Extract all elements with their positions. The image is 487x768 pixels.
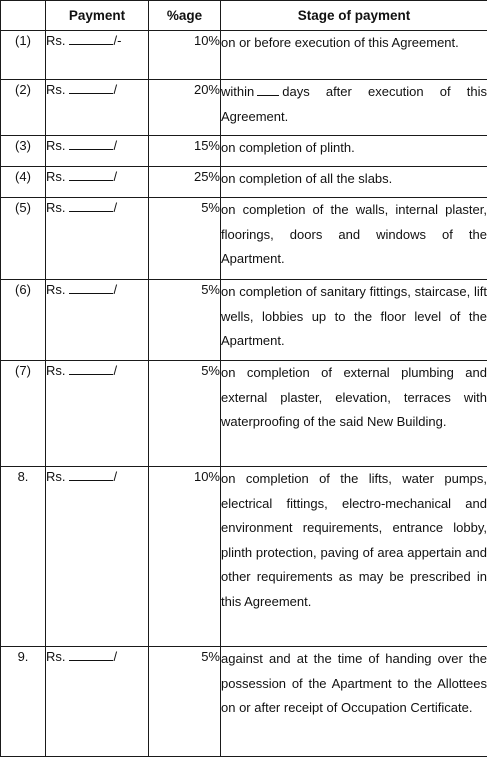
payment-percentage: 5% (149, 198, 221, 280)
amount-suffix: / (113, 138, 118, 153)
header-percentage: %age (149, 1, 221, 31)
payment-percentage: 25% (149, 167, 221, 198)
amount-suffix: /- (113, 33, 122, 48)
header-stage: Stage of payment (221, 1, 487, 31)
row-number: (5) (1, 198, 46, 280)
payment-stage: on completion of external plumbing and external plaster, elevation, terraces with waterproofing of the said New Building. (221, 361, 487, 467)
amount-blank (69, 281, 113, 294)
payment-stage (221, 80, 487, 136)
payment-amount (46, 136, 149, 167)
header-no (1, 1, 46, 31)
amount-suffix: / (113, 282, 118, 297)
row-number: (1) (1, 31, 46, 80)
payment-amount (46, 198, 149, 280)
payment-amount (46, 467, 149, 647)
amount-suffix: / (113, 82, 118, 97)
table-row (1, 31, 487, 80)
payment-stage: on completion of plinth. (221, 136, 487, 167)
table-row (1, 361, 487, 467)
table-row (1, 198, 487, 280)
amount-prefix: Rs. (46, 649, 66, 664)
row-number: 9. (1, 647, 46, 757)
amount-prefix: Rs. (46, 200, 66, 215)
table-row (1, 280, 487, 361)
amount-blank (69, 362, 113, 375)
payment-percentage: 10% (149, 467, 221, 647)
payment-stage: on completion of the walls, internal plaster, floorings, doors and windows of the Apartment. (221, 198, 487, 280)
row-number: (7) (1, 361, 46, 467)
payment-percentage: 15% (149, 136, 221, 167)
payment-amount (46, 167, 149, 198)
payment-amount (46, 361, 149, 467)
row-number: (3) (1, 136, 46, 167)
amount-blank (69, 648, 113, 661)
amount-blank (69, 81, 113, 94)
payment-percentage: 5% (149, 280, 221, 361)
header-payment: Payment (46, 1, 149, 31)
amount-suffix: / (113, 469, 118, 484)
payment-stage: on or before execution of this Agreement. (221, 31, 487, 80)
amount-blank (69, 32, 113, 45)
payment-percentage: 20% (149, 80, 221, 136)
payment-stage: on completion of all the slabs. (221, 167, 487, 198)
amount-prefix: Rs. (46, 33, 66, 48)
payment-amount (46, 80, 149, 136)
amount-blank (69, 199, 113, 212)
payment-amount (46, 280, 149, 361)
table-row (1, 80, 487, 136)
row-number: (6) (1, 280, 46, 361)
amount-suffix: / (113, 649, 118, 664)
payment-stage: on completion of sanitary fittings, staircase, lift wells, lobbies up to the floor level of the Apartment. (221, 280, 487, 361)
payment-stage: on completion of the lifts, water pumps, electrical fittings, electro-mechanical and environment requirements, entrance lobby, plinth protection, paving of area appertain and other requirements as may be prescribed in this Agreement. (221, 467, 487, 647)
row-number: (2) (1, 80, 46, 136)
amount-prefix: Rs. (46, 169, 66, 184)
header-row (1, 1, 487, 31)
payment-amount (46, 31, 149, 80)
payment-percentage: 5% (149, 361, 221, 467)
amount-blank (69, 137, 113, 150)
table-row (1, 467, 487, 647)
amount-blank (69, 468, 113, 481)
amount-suffix: / (113, 363, 118, 378)
amount-suffix: / (113, 169, 118, 184)
amount-prefix: Rs. (46, 469, 66, 484)
payment-percentage: 5% (149, 647, 221, 757)
amount-prefix: Rs. (46, 82, 66, 97)
stage-text-pre: within (221, 84, 255, 99)
amount-prefix: Rs. (46, 282, 66, 297)
table-row (1, 136, 487, 167)
amount-suffix: / (113, 200, 118, 215)
table-row (1, 167, 487, 198)
row-number: 8. (1, 467, 46, 647)
payment-amount (46, 647, 149, 757)
table-row (1, 647, 487, 757)
amount-prefix: Rs. (46, 138, 66, 153)
payment-stage: against and at the time of handing over the possession of the Apartment to the Allottees on or after receipt of Occupation Certificate. (221, 647, 487, 757)
row-number: (4) (1, 167, 46, 198)
stage-text-post: days after execution of this Agreement. (221, 84, 487, 124)
amount-blank (69, 168, 113, 181)
amount-prefix: Rs. (46, 363, 66, 378)
days-blank (257, 83, 279, 96)
payment-percentage: 10% (149, 31, 221, 80)
